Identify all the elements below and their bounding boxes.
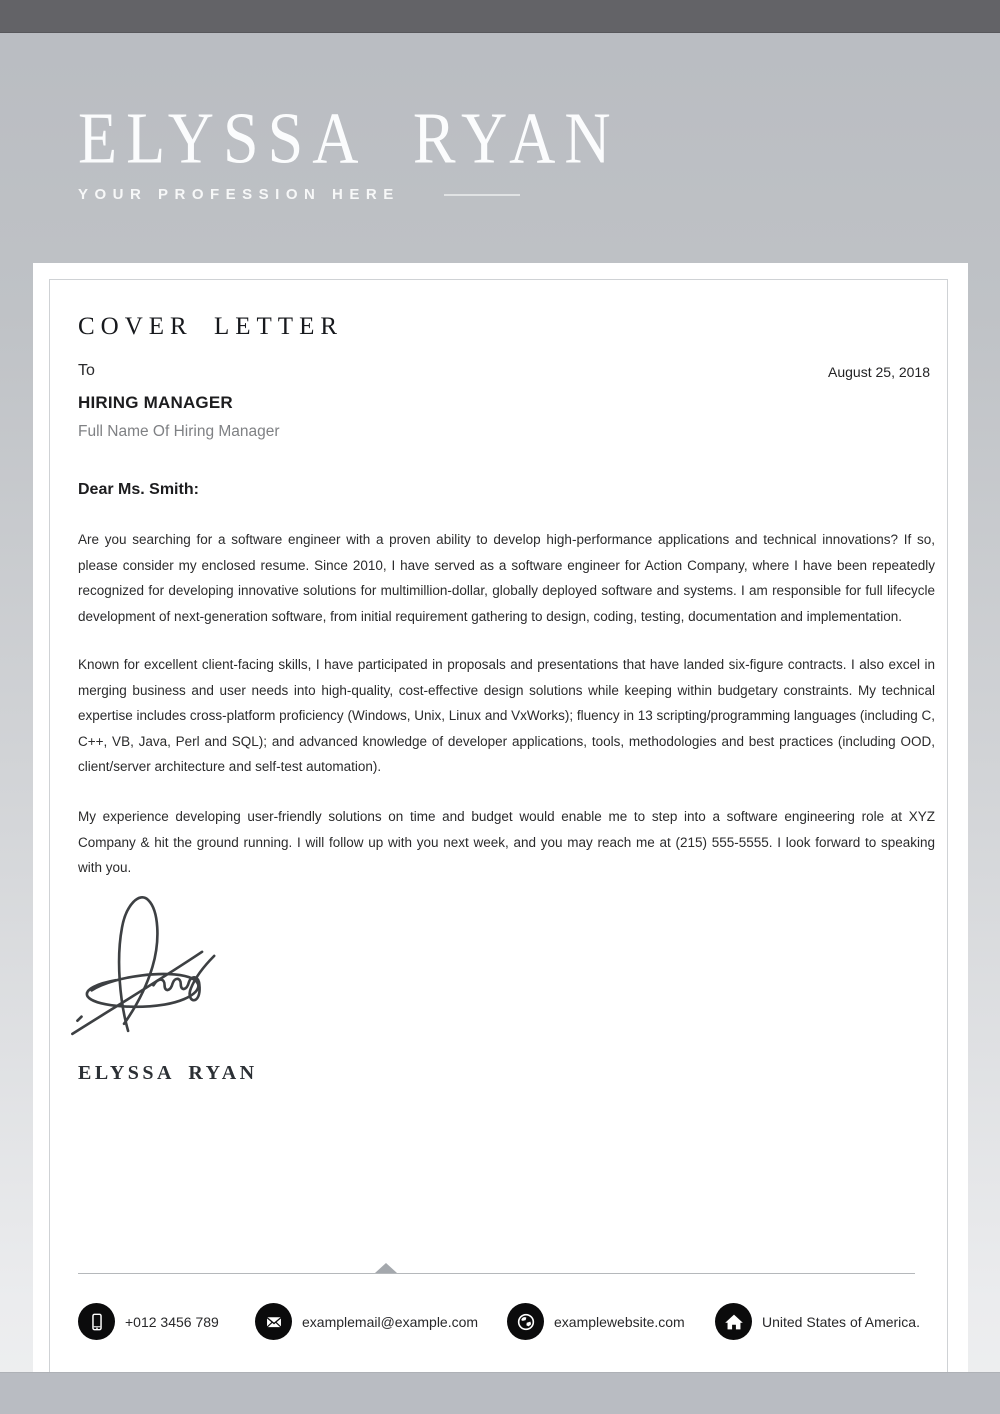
profession-label: YOUR PROFESSION HERE xyxy=(78,186,400,203)
profession-row xyxy=(78,186,520,203)
bottom-bar xyxy=(0,1372,1000,1414)
website-address: examplewebsite.com xyxy=(554,1313,685,1330)
top-bar xyxy=(0,0,1000,33)
body-paragraph-2: Known for excellent client-facing skills, I have participated in proposals and presentations that have landed six-figure contracts. I also excel in merging business and user needs into high-quality, cost-effective design solutions while keeping within budgetary constraints. My technical expertise includes cross-platform proficiency (Windows, Unix, Linux and VxWorks); fluency in 13 scripting/programming languages (including C, C++, VB, Java, Perl and SQL); and advanced knowledge of developer applications, tools, methodologies and best practices (including OOD, client/server architecture and self-test automation). xyxy=(78,657,935,775)
footer-item-location xyxy=(715,1303,920,1340)
header xyxy=(78,96,938,203)
footer-item-email xyxy=(255,1303,478,1340)
triangle-up-icon xyxy=(375,1263,397,1273)
location-text: United States of America. xyxy=(762,1313,920,1330)
recipient-title: HIRING MANAGER xyxy=(78,393,233,412)
to-row xyxy=(78,362,930,380)
salutation: Dear Ms. Smith: xyxy=(78,481,199,498)
globe-icon xyxy=(507,1303,544,1340)
letter-date: August 25, 2018 xyxy=(828,364,930,380)
phone-icon xyxy=(78,1303,115,1340)
email-icon xyxy=(255,1303,292,1340)
recipient-name: Full Name Of Hiring Manager xyxy=(78,423,280,440)
profession-rule xyxy=(444,194,520,196)
phone-number: +012 3456 789 xyxy=(125,1313,219,1330)
letter-page xyxy=(33,263,968,1372)
body-paragraph-1: Are you searching for a software engineer with a proven ability to develop high-performance applications and technical innovations? If so, please consider my enclosed resume. Since 2010, I have served as a software engineer for Action Company, where I have been repeatedly recognized for developing innovative solutions for multimillion-dollar, globally deployed software and systems. I am responsible for full lifecycle development of next-generation software, from initial requirement gathering to design, coding, testing, documentation and implementation. xyxy=(78,532,935,624)
footer-item-website xyxy=(507,1303,685,1340)
footer-item-phone xyxy=(78,1303,219,1340)
footer-separator-line xyxy=(78,1273,915,1274)
signature-name: ELYSSA RYAN xyxy=(78,1062,258,1084)
signature-image xyxy=(69,889,249,1041)
email-address: examplemail@example.com xyxy=(302,1313,479,1330)
body-paragraph-3: My experience developing user-friendly solutions on time and budget would enable me to step into a software engineering role at XYZ Company & hit the ground running. I will follow up with you next week, and you may reach me at (215) 555-5555. I look forward to speaking with you. xyxy=(78,809,935,876)
to-label: To xyxy=(78,362,95,379)
candidate-name: ELYSSA RYAN xyxy=(78,97,620,179)
letter-title: COVER LETTER xyxy=(78,313,344,340)
home-icon xyxy=(715,1303,752,1340)
